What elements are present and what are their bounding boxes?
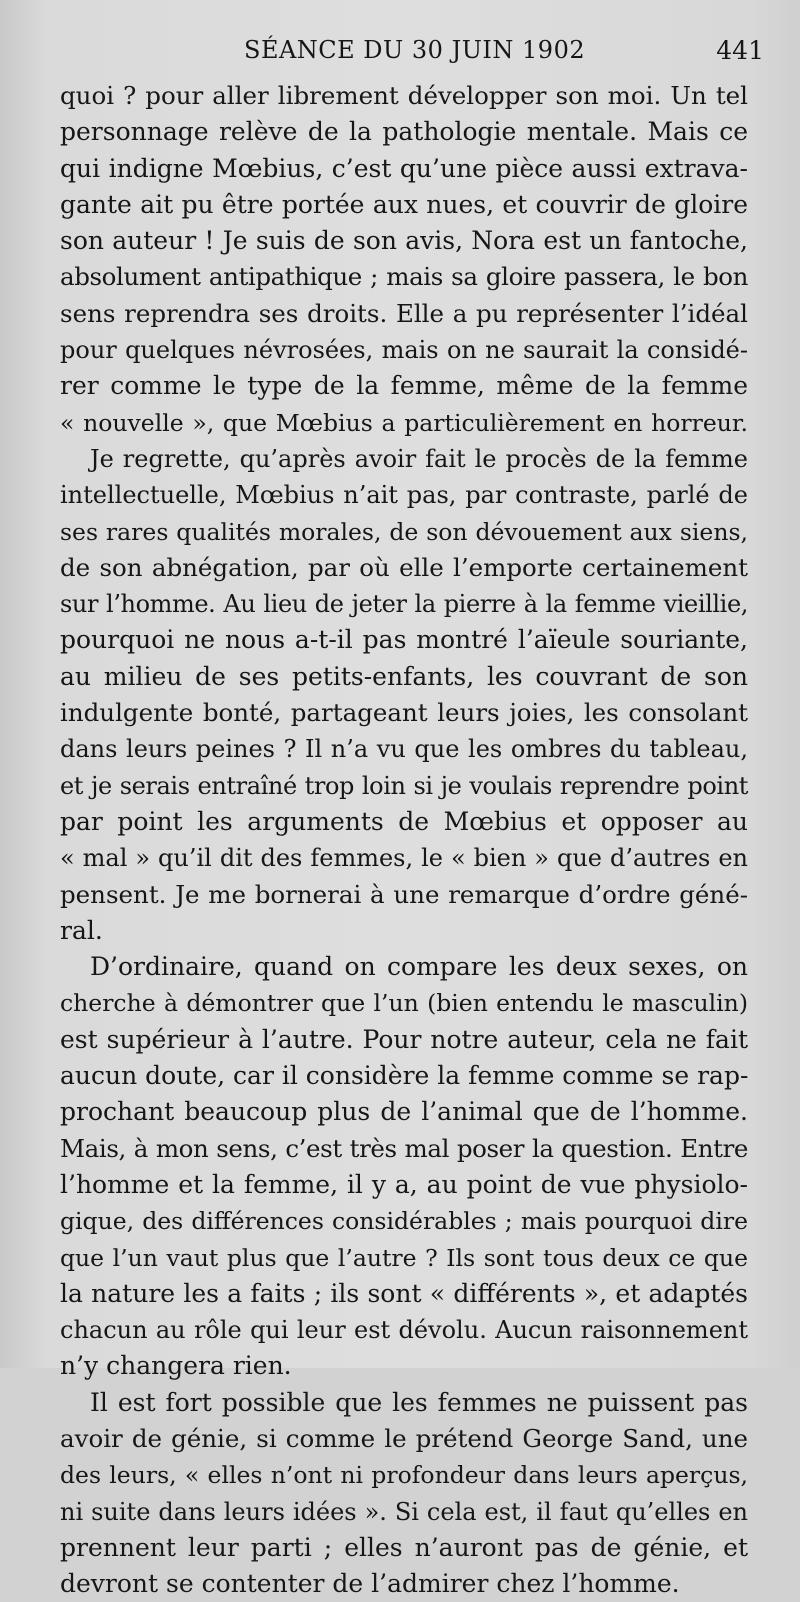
text-line: quoi ? pour aller librement développer son moi. Un tel (60, 81, 748, 110)
text-line: intellectuelle, Mœbius n’ait pas, par contraste, parlé de (60, 481, 748, 510)
text-line: avoir de génie, si comme le prétend George Sand, une (60, 1423, 748, 1453)
text-line: prochant beaucoup plus de l’animal que de l’homme. (60, 1097, 748, 1127)
page-number: 441 (716, 36, 764, 65)
text-line: gique, des différences considérables ; mais pourquoi dire (60, 1207, 748, 1236)
text-line: est supérieur à l’autre. Pour notre auteur, cela ne fait (60, 1024, 748, 1054)
text-line: pourquoi ne nous a-t-il pas montré l’aïeule souriante, (60, 625, 748, 655)
text-line: par point les arguments de Mœbius et opposer au (60, 806, 748, 836)
text-line: pour quelques névrosées, mais on ne saurait la considé- (60, 336, 748, 365)
paragraph-2 (60, 441, 748, 949)
paragraph-3 (60, 949, 748, 1385)
text-line: absolument antipathique ; mais sa gloire passera, le bon (60, 262, 748, 292)
text-line: de son abnégation, par où elle l’emporte certainement (60, 552, 748, 582)
paragraph-4 (60, 1385, 748, 1602)
text-line: gante ait pu être portée aux nues, et couvrir de gloire (60, 189, 748, 219)
paragraph-1 (60, 78, 748, 441)
text-line: ni suite dans leurs idées ». Si cela est, il faut qu’elles en (60, 1497, 748, 1526)
text-line: dans leurs peines ? Il n’a vu que les ombres du tableau, (60, 735, 748, 764)
text-line: personnage relève de la pathologie mentale. Mais ce (60, 117, 748, 147)
page-header (0, 34, 800, 74)
text-line: Mais, à mon sens, c’est très mal poser la question. Entre (60, 1133, 748, 1163)
text-line: Il est fort possible que les femmes ne puissent pas (90, 1387, 748, 1417)
text-line: devront se contenter de l’admirer chez l’homme. (60, 1569, 680, 1599)
text-line: « nouvelle », que Mœbius a particulièrement en horreur. (60, 408, 748, 437)
text-line: D’ordinaire, quand on compare les deux sexes, on (90, 952, 748, 982)
text-line: sens reprendra ses droits. Elle a pu représenter l’idéal (60, 298, 748, 328)
text-line: et je serais entraîné trop loin si je voulais reprendre point (60, 771, 748, 800)
text-line: Je regrette, qu’après avoir fait le procès de la femme (90, 444, 748, 473)
text-line: ral. (60, 915, 103, 945)
text-line: qui indigne Mœbius, c’est qu’une pièce aussi extrava- (60, 153, 748, 183)
text-line: au milieu de ses petits-enfants, les couvrant de son (60, 661, 748, 691)
text-line: « mal » qu’il dit des femmes, le « bien » que d’autres en (60, 844, 748, 873)
text-line: son auteur ! Je suis de son avis, Nora est un fantoche, (60, 226, 748, 256)
text-line: pensent. Je me bornerai à une remarque d’ordre géné- (60, 879, 748, 909)
body-text (60, 78, 748, 1602)
text-line: l’homme et la femme, il y a, au point de vue physiolo- (60, 1169, 748, 1199)
text-line: chacun au rôle qui leur est dévolu. Aucun raisonnement (60, 1316, 748, 1345)
text-line: indulgente bonté, partageant leurs joies, les consolant (60, 698, 748, 728)
text-line: que l’un vaut plus que l’autre ? Ils sont tous deux ce que (60, 1243, 748, 1272)
text-line: cherche à démontrer que l’un (bien entendu le masculin) (60, 989, 748, 1018)
text-line: ses rares qualités morales, de son dévouement aux siens, (60, 517, 748, 546)
text-line: la nature les a faits ; ils sont « différents », et adaptés (60, 1278, 748, 1308)
text-line: aucun doute, car il considère la femme comme se rap- (60, 1061, 749, 1091)
text-line: n’y changera rien. (60, 1351, 292, 1381)
text-line: des leurs, « elles n’ont ni profondeur dans leurs aperçus, (60, 1461, 748, 1490)
text-line: rer comme le type de la femme, même de la femme (60, 371, 748, 401)
text-line: sur l’homme. Au lieu de jeter la pierre à la femme vieillie, (60, 590, 748, 619)
running-head: SÉANCE DU 30 JUIN 1902 (244, 36, 586, 64)
text-line: prennent leur parti ; elles n’auront pas de génie, et (60, 1532, 748, 1562)
